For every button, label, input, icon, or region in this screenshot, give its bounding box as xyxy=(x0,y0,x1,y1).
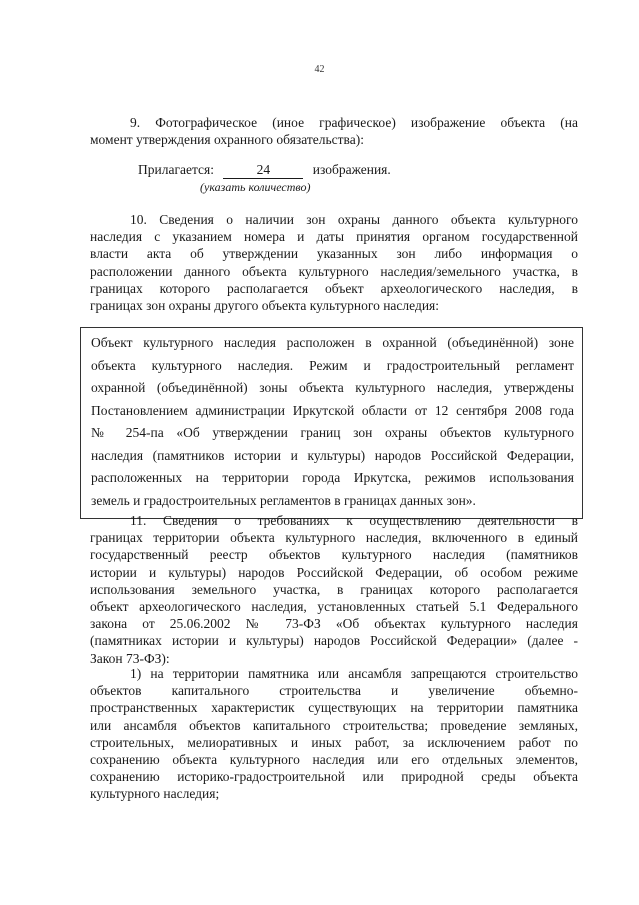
section-11-item-1 xyxy=(90,665,578,803)
info-box-line: наследия (памятников истории и культуры) народов Российской Федерации, xyxy=(91,447,574,463)
item-1-line: или ансамбля объектов капитального строительства; проведение земляных, xyxy=(90,717,578,733)
section-11-line: закона от 25.06.2002 № 73-ФЗ «Об объектах культурного наследия xyxy=(90,616,578,632)
section-11-line: границах территории объекта культурного наследия, включенного в единый xyxy=(90,530,578,546)
section-11-line: государственный реестр объектов культурного наследия (памятников xyxy=(90,547,578,563)
item-1-line: пространственных характеристик существующих на территории памятника xyxy=(90,700,578,716)
info-box-line: № 254-па «Об утверждении границ зон охраны объектов культурного xyxy=(91,425,574,440)
section-10-line: границах которого располагается объект археологического наследия, в xyxy=(90,280,578,296)
section-9-paragraph xyxy=(90,114,578,148)
attachment-count-row xyxy=(138,162,391,179)
section-10-line: расположении данного объекта культурного наследия/земельного участка, в xyxy=(90,263,578,279)
section-9-line: момент утверждения охранного обязательства): xyxy=(90,132,364,148)
section-11-line: 11. Сведения о требованиях к осуществлению деятельности в xyxy=(130,513,578,528)
item-1-line: объектов капитального строительства и увеличение объемно- xyxy=(90,683,578,699)
section-10-line: границах зон охраны другого объекта культурного наследия: xyxy=(90,298,440,314)
section-11-line: (памятниках истории и культуры) народов Российской Федерации» (далее - xyxy=(90,633,578,649)
item-1-line: культурного наследия; xyxy=(90,786,220,802)
section-10-paragraph xyxy=(90,211,578,314)
section-10-line: наследия с указанием номера и даты принятия органом государственной xyxy=(90,229,578,245)
section-11-line: объект археологического наследия, установленных статьей 5.1 Федерального xyxy=(90,599,578,615)
section-11-paragraph xyxy=(90,512,578,667)
attachment-hint: (указать количество) xyxy=(200,180,311,194)
info-box-line: Постановлением администрации Иркутской области от 12 сентября 2008 года xyxy=(91,402,574,418)
info-box-line: Объект культурного наследия расположен в охранной (объединённой) зоне xyxy=(91,335,574,350)
info-box-line: расположенных на территории города Иркутска, режимов использования xyxy=(91,470,574,485)
section-11-line: истории и культуры) народов Российской Федерации, об особом режиме xyxy=(90,564,578,580)
item-1-line: строительных, мелиоративных и иных работ, за исключением работ по xyxy=(90,734,578,750)
protection-zone-info-box xyxy=(80,327,583,519)
info-box-line: охранной (объединённой) зоны объекта культурного наследия, утверждены xyxy=(91,380,574,395)
page-number: 42 xyxy=(314,64,325,75)
item-1-line: сохранению объекта культурного наследия или его отдельных элементов, xyxy=(90,752,578,768)
item-1-line: сохранению историко-градостроительной или природной среды объекта xyxy=(90,769,578,785)
item-1-line: 1) на территории памятника или ансамбля запрещаются строительство xyxy=(130,666,578,681)
attachment-suffix: изображения. xyxy=(312,162,391,177)
attachment-count-value: 24 xyxy=(223,162,303,179)
section-11-line: использования земельного участка, в границах которого располагается xyxy=(90,581,578,597)
attachment-label: Прилагается: xyxy=(138,162,214,177)
section-9-line: 9. Фотографическое (иное графическое) изображение объекта (на xyxy=(130,115,578,130)
info-box-line: земель и градостроительных регламентов в границах данных зон». xyxy=(91,492,476,508)
info-box-line: объекта культурного наследия. Режим и градостроительный регламент xyxy=(91,357,574,373)
section-10-line: 10. Сведения о наличии зон охраны данного объекта культурного xyxy=(130,212,578,227)
section-10-line: власти акта об утверждении указанных зон либо информация о xyxy=(90,246,578,262)
section-11-line: Закон 73-ФЗ): xyxy=(90,650,170,666)
